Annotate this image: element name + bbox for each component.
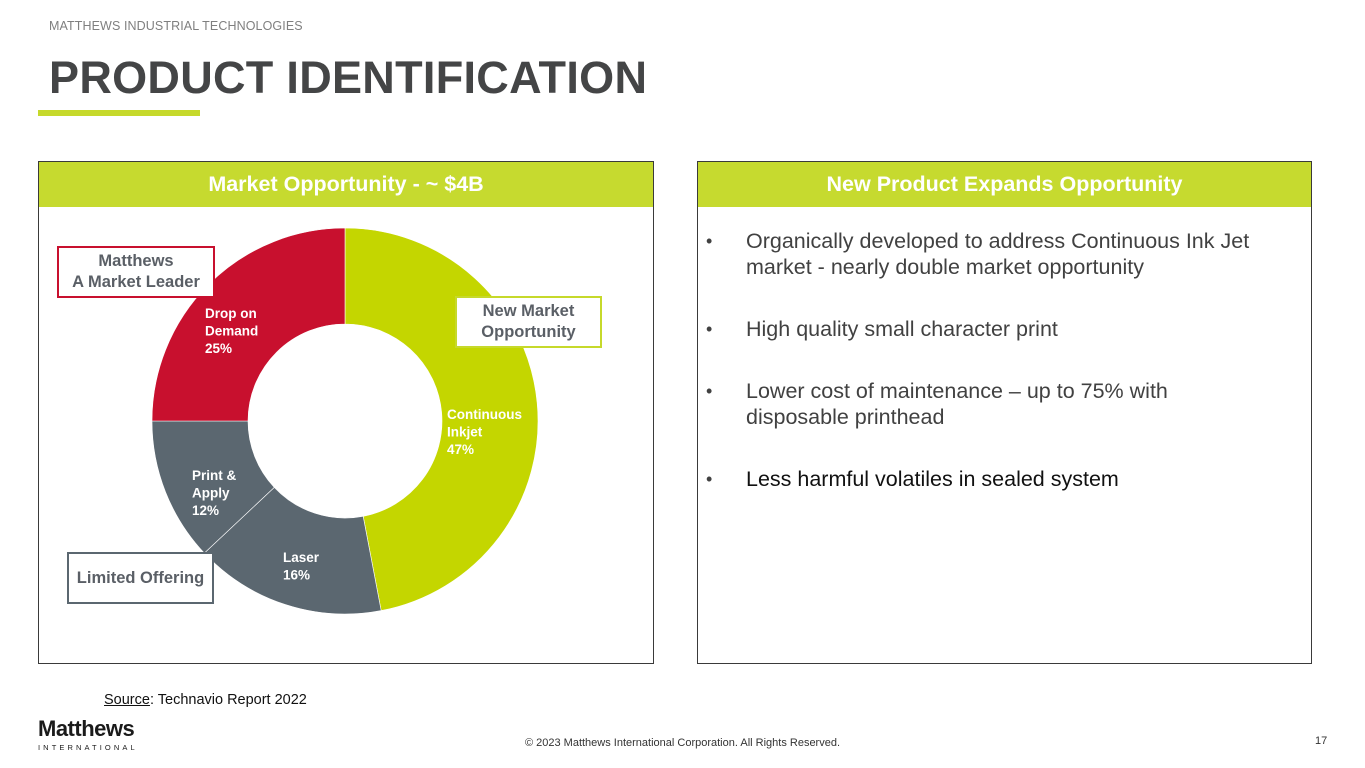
market-leader-callout [57, 246, 215, 298]
source-note [104, 692, 307, 708]
bullet-icon: • [706, 469, 713, 489]
new-market-callout-line2: Opportunity [481, 323, 576, 341]
logo-wordmark: Matthews [38, 716, 135, 741]
benefit-line: disposable printhead [746, 405, 945, 429]
benefit-line: market - nearly double market opportunity [746, 255, 1144, 279]
market-opportunity-heading: Market Opportunity - ~ $4B [39, 162, 653, 207]
bullet-icon: • [706, 231, 713, 251]
bullet-icon: • [706, 381, 713, 401]
benefit-item [706, 466, 1296, 492]
benefit-line: Less harmful volatiles in sealed system [746, 467, 1119, 491]
source-link[interactable]: Source [104, 692, 150, 708]
benefit-item [706, 228, 1296, 280]
benefit-item [706, 378, 1296, 430]
benefit-item [706, 316, 1296, 342]
new-market-callout [455, 296, 602, 348]
benefit-list [706, 228, 1296, 528]
page-title: PRODUCT IDENTIFICATION [49, 52, 648, 103]
slice-label-3: Drop on Demand 25% [205, 306, 259, 356]
slice-label-1: Laser 16% [283, 550, 320, 583]
page-number: 17 [1315, 735, 1328, 747]
market-leader-callout-line1: Matthews [98, 252, 174, 270]
limited-offering-callout-text: Limited Offering [76, 568, 205, 587]
market-leader-callout-line2: A Market Leader [72, 273, 200, 291]
copyright-text: © 2023 Matthews International Corporation. All Rights Reserved. [524, 737, 841, 749]
new-market-callout-line1: New Market [482, 302, 575, 320]
benefit-line: Lower cost of maintenance – up to 75% with [746, 379, 1168, 403]
slice-label-0: Continuous Inkjet 47% [447, 407, 522, 457]
new-product-heading: New Product Expands Opportunity [698, 162, 1311, 207]
benefit-line: Organically developed to address Continuous Ink Jet [746, 229, 1250, 253]
bullet-icon: • [706, 319, 713, 339]
section-kicker: MATTHEWS INDUSTRIAL TECHNOLOGIES [49, 19, 303, 33]
limited-offering-callout [67, 552, 214, 604]
logo-subtitle: INTERNATIONAL [38, 743, 138, 752]
benefit-line: High quality small character print [746, 317, 1058, 341]
slice-label-2: Print & Apply 12% [192, 468, 237, 518]
source-text: : Technavio Report 2022 [149, 692, 307, 708]
